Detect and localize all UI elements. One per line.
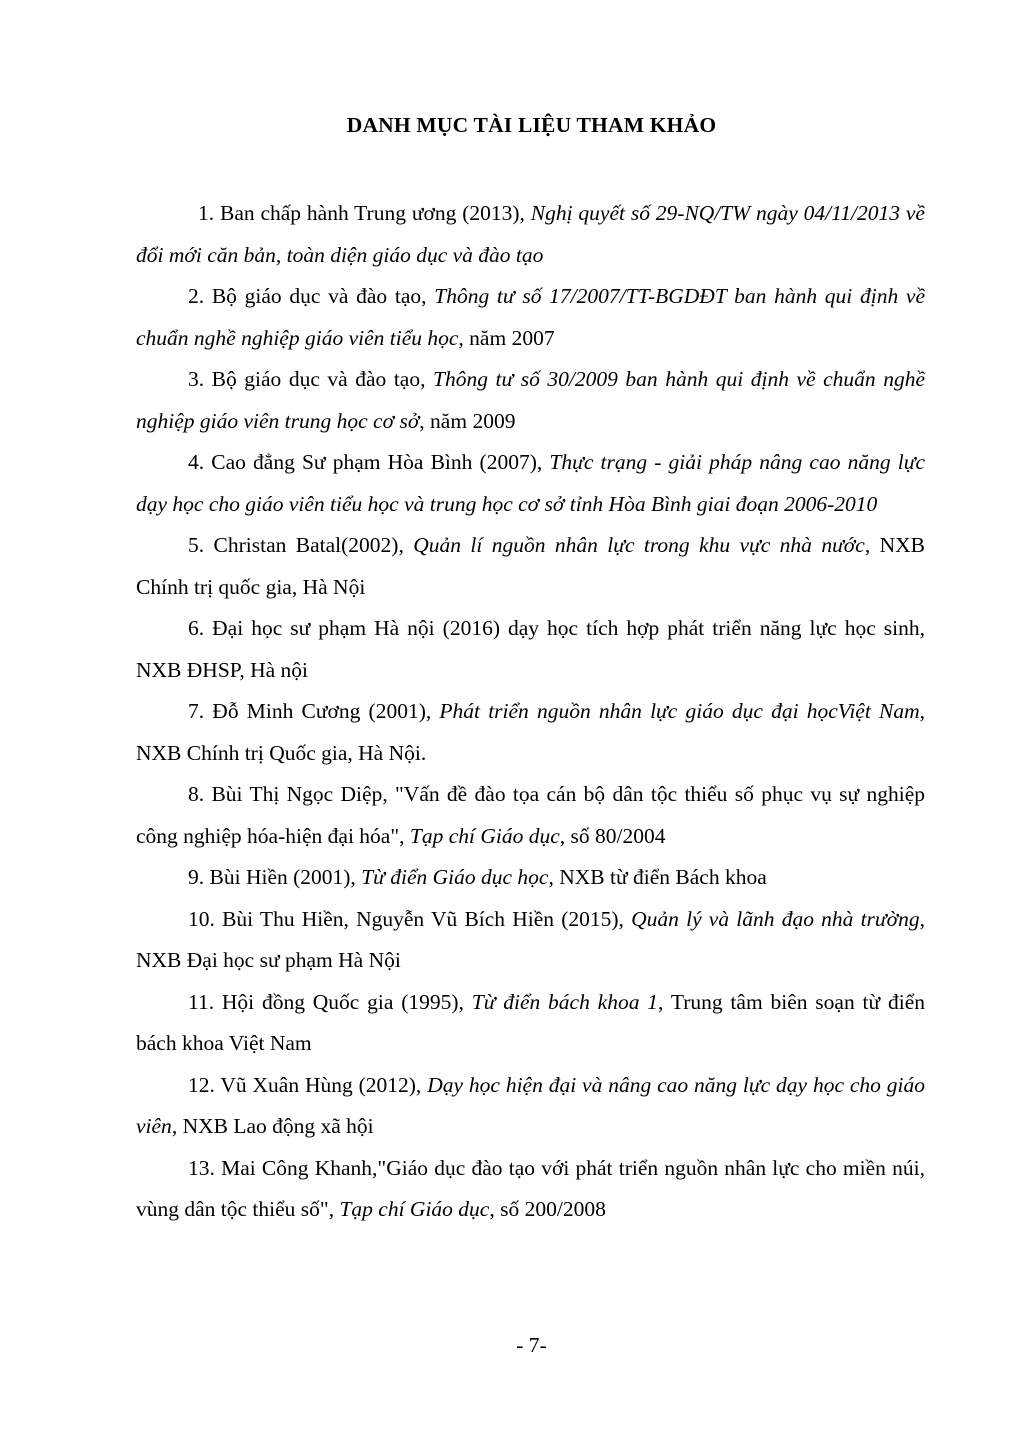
reference-text: 7. Đỗ Minh Cương (2001), xyxy=(188,699,440,723)
reference-title: Dạy học hiện đại và nâng cao năng lực dạy học cho giáo viên xyxy=(136,1072,926,1138)
reference-text: 5. Christan Batal(2002), xyxy=(188,533,414,557)
reference-item xyxy=(136,359,925,442)
reference-publisher: , NXB từ điển Bách khoa xyxy=(548,865,767,889)
reference-title: Phát triển nguồn nhân lực giáo dục đại họcViệt Nam xyxy=(439,699,920,723)
reference-title: Tạp chí Giáo dục xyxy=(409,823,560,848)
reference-text: 8. Bùi Thị Ngọc Diệp, "Vấn đề đào tọa cán bộ dân tộc thiểu số phục vụ sự nghiệp công nghiệp hóa-hiện đại hóa", xyxy=(136,782,925,848)
page-title: DANH MỤC TÀI LIỆU THAM KHẢO xyxy=(346,113,717,137)
reference-title: Thông tư số 30/2009 ban hành qui định về chuẩn nghề nghiệp giáo viên trung học cơ sở xyxy=(136,367,925,433)
reference-title: Nghị quyết số 29-NQ/TW ngày 04/11/2013 về đổi mới căn bản, toàn diện giáo dục và đào tạo xyxy=(136,201,925,267)
reference-item xyxy=(136,525,925,608)
reference-item xyxy=(136,982,925,1065)
reference-title: Thực trạng - giải pháp nâng cao năng lực dạy học cho giáo viên tiểu học và trung học cơ sở tỉnh Hòa Bình giai đoạn 2006-2010 xyxy=(136,450,925,516)
reference-item xyxy=(136,608,925,691)
reference-text: 10. Bùi Thu Hiền, Nguyễn Vũ Bích Hiền (2015), xyxy=(188,906,632,931)
reference-item xyxy=(136,276,925,359)
reference-text: 4. Cao đẳng Sư phạm Hòa Bình (2007), xyxy=(188,450,550,474)
reference-text: 2. Bộ giáo dục và đào tạo, xyxy=(188,284,435,308)
reference-text: 1. Ban chấp hành Trung ương (2013), xyxy=(198,201,531,225)
reference-publisher: , số 80/2004 xyxy=(559,823,666,848)
reference-item xyxy=(136,857,925,899)
reference-publisher: , NXB Lao động xã hội xyxy=(171,1114,374,1138)
reference-publisher: , số 200/2008 xyxy=(489,1197,606,1221)
reference-title: Thông tư số 17/2007/TT-BGDĐT ban hành qui định về chuẩn nghề nghiệp giáo viên tiểu học, xyxy=(136,284,925,350)
reference-item xyxy=(136,691,925,774)
reference-text: 12. Vũ Xuân Hùng (2012), xyxy=(188,1072,428,1097)
reference-title: Quản lý và lãnh đạo nhà trường xyxy=(631,906,920,931)
reference-publisher: , NXB Chính trị Quốc gia, Hà Nội. xyxy=(136,699,925,765)
reference-list xyxy=(136,193,925,1231)
reference-text: 11. Hội đồng Quốc gia (1995), xyxy=(188,989,472,1014)
reference-text: 9. Bùi Hiền (2001), xyxy=(188,865,362,889)
reference-title: Tạp chí Giáo dục xyxy=(339,1197,490,1221)
reference-title: Quản lí nguồn nhân lực trong khu vực nhà nước xyxy=(413,533,865,557)
reference-publisher: , năm 2009 xyxy=(419,408,516,433)
reference-title: Từ điển Giáo dục học xyxy=(361,865,549,889)
reference-publisher: , Trung tâm biên soạn từ điển bách khoa Việt Nam xyxy=(136,989,925,1055)
reference-item xyxy=(136,442,925,525)
reference-text: 13. Mai Công Khanh,"Giáo dục đào tạo với phát triển nguồn nhân lực cho miền núi, vùng dân tộc thiểu số", xyxy=(136,1155,925,1221)
reference-publisher: , NXB Chính trị quốc gia, Hà Nội xyxy=(136,533,925,599)
reference-title: Từ điển bách khoa 1 xyxy=(471,989,659,1014)
reference-item xyxy=(136,774,925,857)
reference-publisher: năm 2007 xyxy=(463,325,555,350)
reference-item xyxy=(136,193,925,276)
page-number: - 7- xyxy=(516,1333,547,1357)
reference-text: 6. Đại học sư phạm Hà nội (2016) dạy học tích hợp phát triển năng lực học sinh, NXB ĐHSP, Hà nội xyxy=(136,616,925,682)
reference-text: 3. Bộ giáo dục và đào tạo, xyxy=(188,367,434,391)
reference-item xyxy=(136,899,925,982)
reference-item xyxy=(136,1065,925,1148)
reference-item xyxy=(136,1148,925,1231)
reference-publisher: , NXB Đại học sư phạm Hà Nội xyxy=(136,906,925,972)
